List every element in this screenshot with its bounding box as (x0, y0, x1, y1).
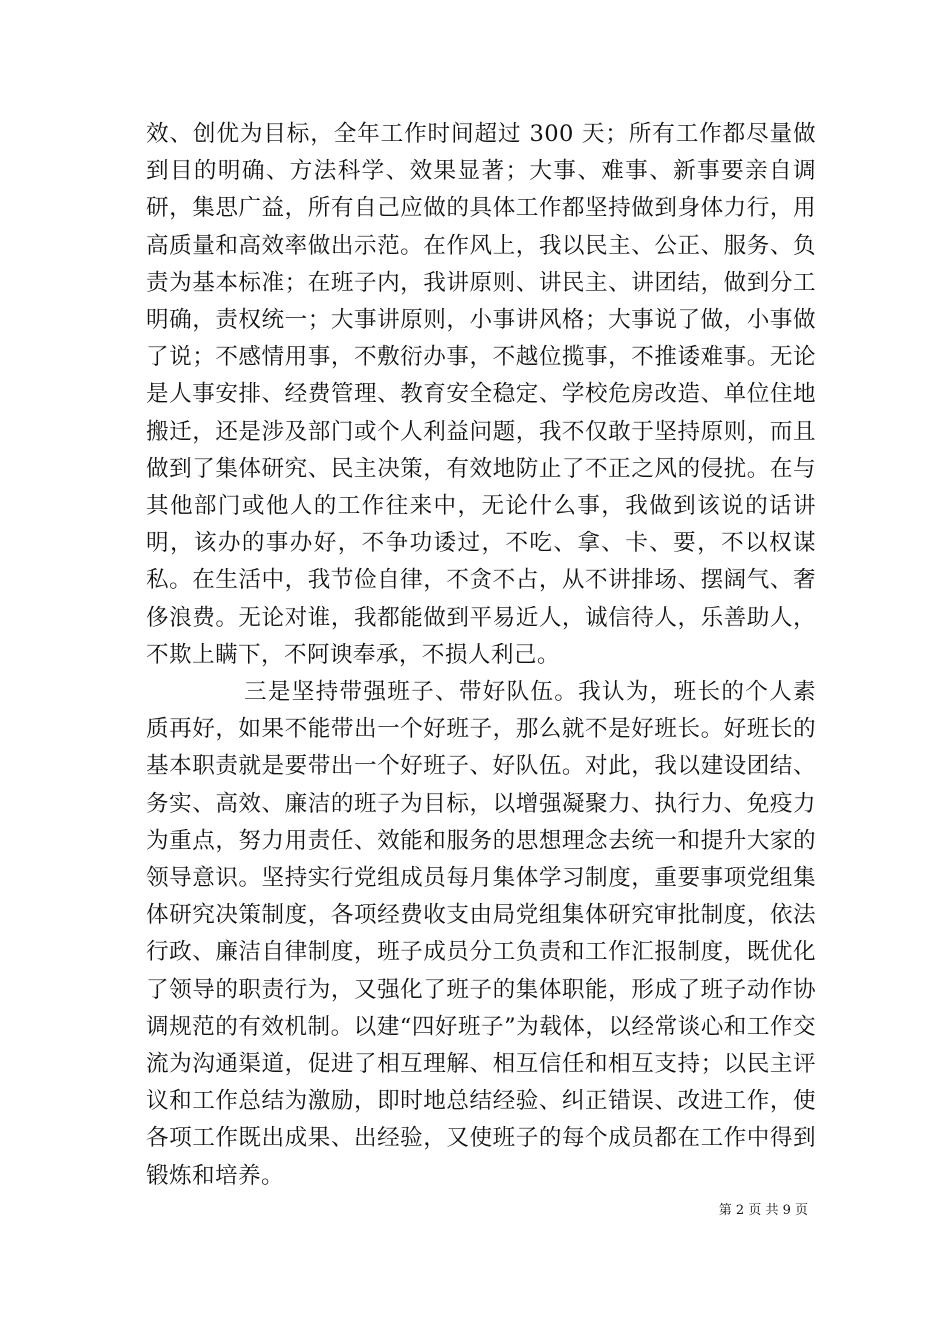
paragraph-1: 效、创优为目标，全年工作时间超过 300 天；所有工作都尽量做到目的明确、方法科学、效果显著；大事、难事、新事要亲自调研，集思广益，所有自己应做的具体工作都坚持做到身体力行，用高质量和高效率做出示范。在作风上，我以民主、公正、服务、负责为基本标准；在班子内，我讲原则、讲民主、讲团结，做到分工明确，责权统一；大事讲原则，小事讲风格；大事说了做，小事做了说；不感情用事，不敷衍办事，不越位揽事，不推诿难事。无论是人事安排、经费管理、教育安全稳定、学校危房改造、单位住地搬迁，还是涉及部门或个人利益问题，我不仅敢于坚持原则，而且做到了集体研究、民主决策，有效地防止了不正之风的侵扰。在与其他部门或他人的工作往来中，无论什么事，我做到该说的话讲明，该办的事办好，不争功诿过，不吃、拿、卡、要，不以权谋私。在生活中，我节俭自律，不贪不占，从不讲排场、摆阔气、奢侈浪费。无论对谁，我都能做到平易近人，诚信待人，乐善助人，不欺上瞒下，不阿谀奉承，不损人利己。 (146, 121, 816, 668)
document-body (146, 116, 816, 1195)
page-number: 第 2 页 共 9 页 (718, 1203, 808, 1218)
paragraph-2: 三是坚持带强班子、带好队伍。我认为，班长的个人素质再好，如果不能带出一个好班子，那么就不是好班长。好班长的基本职责就是要带出一个好班子、好队伍。对此，我以建设团结、务实、高效、廉洁的班子为目标，以增强凝聚力、执行力、免疫力为重点，努力用责任、效能和服务的思想理念去统一和提升大家的领导意识。坚持实行党组成员每月集体学习制度，重要事项党组集体研究决策制度，各项经费收支由局党组集体研究审批制度，依法行政、廉洁自律制度，班子成员分工负责和工作汇报制度，既优化了领导的职责行为，又强化了班子的集体职能，形成了班子动作协调规范的有效机制。以建“四好班子”为载体，以经常谈心和工作交流为沟通渠道，促进了相互理解、相互信任和相互支持；以民主评议和工作总结为激励，即时地总结经验、纠正错误、改进工作，使各项工作既出成果、出经验，又使班子的每个成员都在工作中得到锻炼和培养。 (146, 679, 816, 1189)
